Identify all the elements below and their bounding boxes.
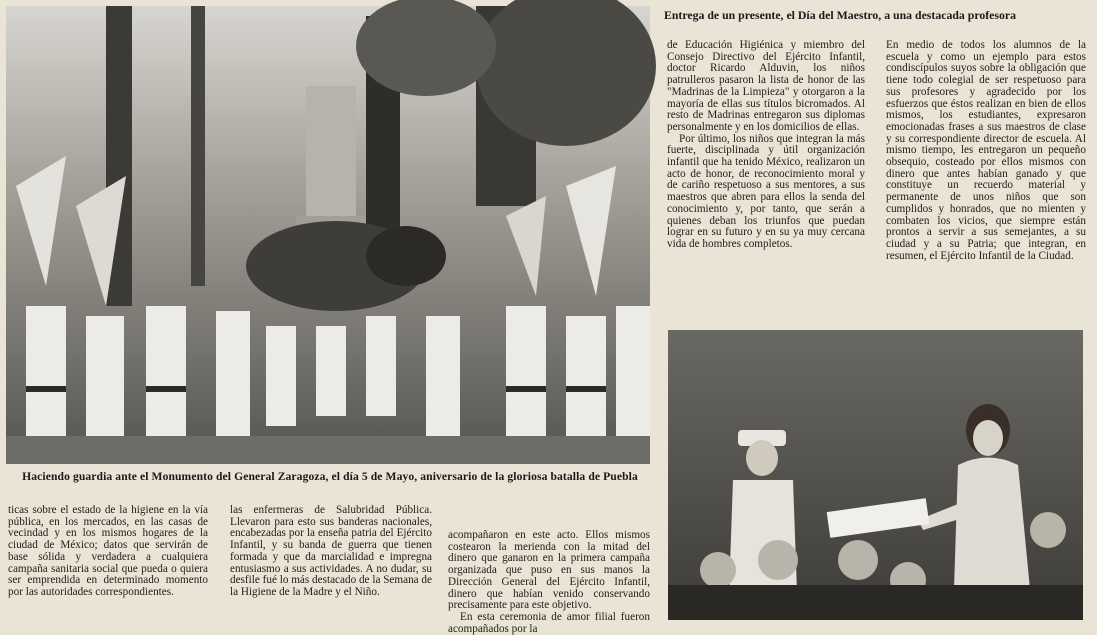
paragraph: ticas sobre el estado de la higiene en la vía pública, en los mercados, en las casas de vecindad y en los mismos hogares de la ciudad de México; datos que servirán de base sólida y verdadera a cualquiera campaña sanitaria social que pueda o quiera ser emprendida en determinado momento por las autoridades correspondientes. <box>8 504 208 598</box>
article-headline: Entrega de un presente, el Día del Maestro, a una destacada profesora <box>664 8 1017 22</box>
article-column-bottom-3 <box>448 529 650 635</box>
paragraph: las enfermeras de Salubridad Pública. Llevaron para esto sus banderas nacionales, encabezadas por la enseña patria del Ejército Infantil, y su banda de guerra que tienen formada y que da marcialidad e impregna entusiasmo a sus actividades. A no dudar, su desfile fué lo más destacado de la Semana de la Higiene de la Madre y el Niño. <box>230 504 432 598</box>
paragraph: de Educación Higiénica y miembro del Consejo Directivo del Ejército Infantil, doctor Ricardo Alduvin, los niños patrulleros pasaron la lista de honor de las "Madrinas de la Limpieza" y otorgaron a la mayoría de ellas sus títulos bicromados. Al resto de Madrinas entregaron sus diplomas personalmente y en los domicilios de ellas. <box>667 39 865 133</box>
paragraph: acompañaron en este acto. Ellos mismos costearon la merienda con la mitad del dinero que ganaron en la primera campaña organizada que puso en sus manos la Dirección General del Ejército Infantil, dinero que habían venido conservando precisamente para este objetivo. <box>448 529 650 612</box>
ceremony-photo-presentation-icon <box>668 330 1083 620</box>
paragraph: En esta ceremonia de amor filial fueron acompañados por la <box>448 610 650 635</box>
photo-caption: Haciendo guardia ante el Monumento del General Zaragoza, el día 5 de Mayo, aniversario de la gloriosa batalla de Puebla <box>22 470 638 483</box>
presentation-photo <box>668 330 1083 620</box>
article-column-right-1 <box>667 40 865 308</box>
article-column-bottom-1 <box>8 505 208 620</box>
ceremony-photo-monument-guard-icon <box>6 6 650 464</box>
paragraph: Por último, los niños que integran la más fuerte, disciplinada y útil organización infantil que ha tenido México, realizaron un acto de honor, de reconocimiento moral y de cariño respetuoso a sus mentores, a sus maestros que abren para ellos la senda del conocimiento y, por tanto, que serán a quienes deban los triunfos que puedan lograr en su futuro y en su ya muy cercana vida de hombres completos. <box>667 132 865 250</box>
monument-guard-photo <box>6 6 650 464</box>
article-column-right-2 <box>886 40 1086 308</box>
paragraph: En medio de todos los alumnos de la escuela y como un ejemplo para estos condiscípulos suyos sobre la obligación que tiene todo colegial de ser respetuoso para sus profesores y agradecido por los esfuerzos que éstos realizan en bien de ellos mismos, los estudiantes, expresaron emocionadas frases a sus maestros de clase y su correspondiente director de escuela. Al mismo tiempo, les entregaron un pequeño obsequio, costeado por ellos mismos con dinero que antes habían ganado y que constituye un recuerdo material y permanente de unos niños que son cumplidos y honrados, que no mienten y combaten los vicios, que siempre están prontos a servir a sus semejantes, a su ciudad y a su Patria; que integran, en resumen, el Ejército Infantil de la Ciudad. <box>886 39 1086 262</box>
article-column-bottom-2 <box>230 505 432 620</box>
